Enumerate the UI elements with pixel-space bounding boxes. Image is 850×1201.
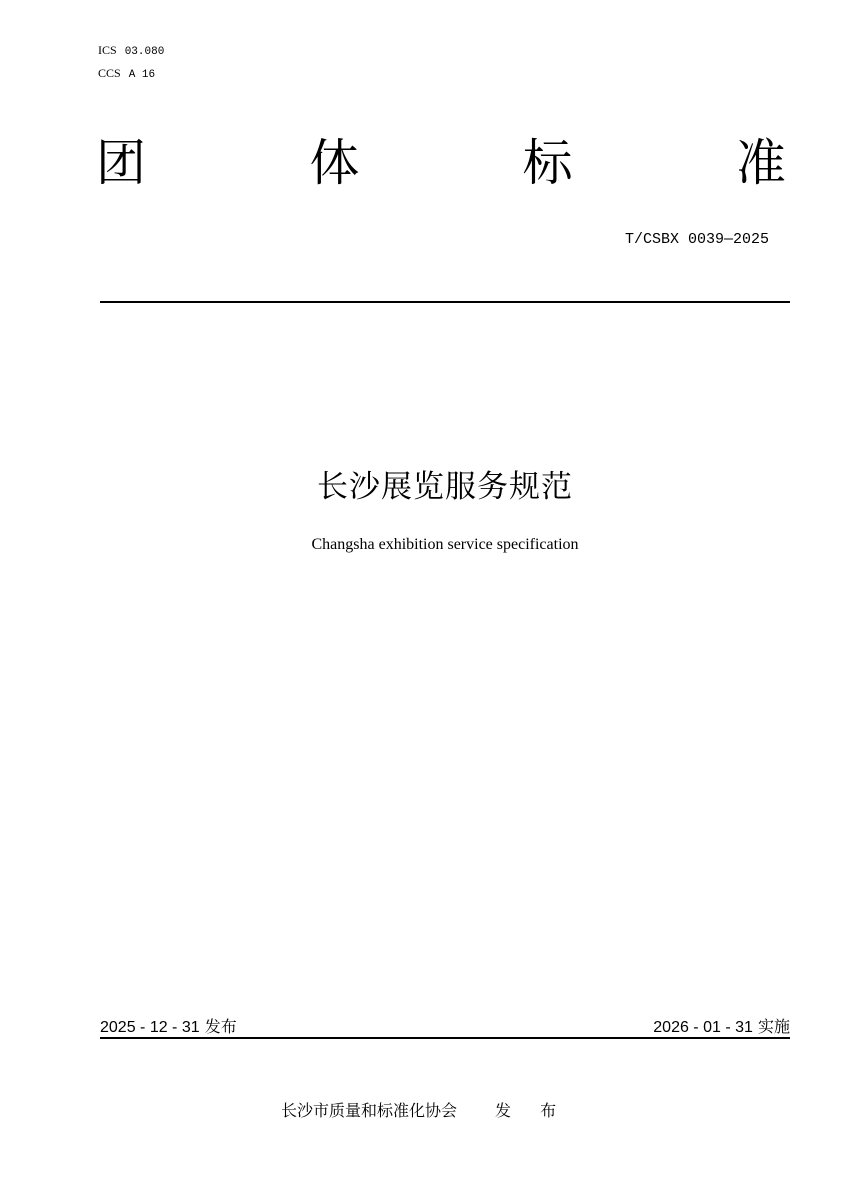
footer-divider	[100, 1037, 790, 1039]
ccs-value: A 16	[128, 69, 156, 81]
ccs-row	[98, 63, 164, 86]
standard-type-heading	[96, 127, 786, 199]
issue-date-block	[100, 1014, 237, 1037]
ics-value: 03.080	[124, 46, 165, 58]
ics-row	[98, 40, 164, 63]
publisher-line	[281, 1098, 568, 1121]
standard-type-char-2: 体	[309, 134, 360, 192]
header-divider	[100, 301, 790, 303]
issue-date: 2025 - 12 - 31	[100, 1019, 200, 1036]
ics-label: ICS	[98, 43, 117, 57]
standard-type-char-1: 团	[96, 134, 146, 192]
standard-type-char-3: 标	[522, 134, 573, 192]
implement-date-block	[653, 1014, 790, 1037]
implement-date: 2026 - 01 - 31	[653, 1019, 753, 1036]
standard-number: T/CSBX 0039—2025	[624, 231, 769, 248]
publisher-action: 发 布	[495, 1101, 569, 1120]
ccs-label: CCS	[98, 66, 121, 80]
date-row	[100, 1014, 790, 1037]
publisher-organization: 长沙市质量和标准化协会	[281, 1101, 458, 1120]
standard-type-char-4: 准	[735, 134, 786, 192]
document-title-english: Changsha exhibition service specification	[311, 536, 579, 553]
implement-label: 实施	[757, 1017, 790, 1036]
classification-codes	[98, 40, 164, 86]
issue-label: 发布	[204, 1017, 237, 1036]
document-title-chinese: 长沙展览服务规范	[317, 469, 573, 505]
